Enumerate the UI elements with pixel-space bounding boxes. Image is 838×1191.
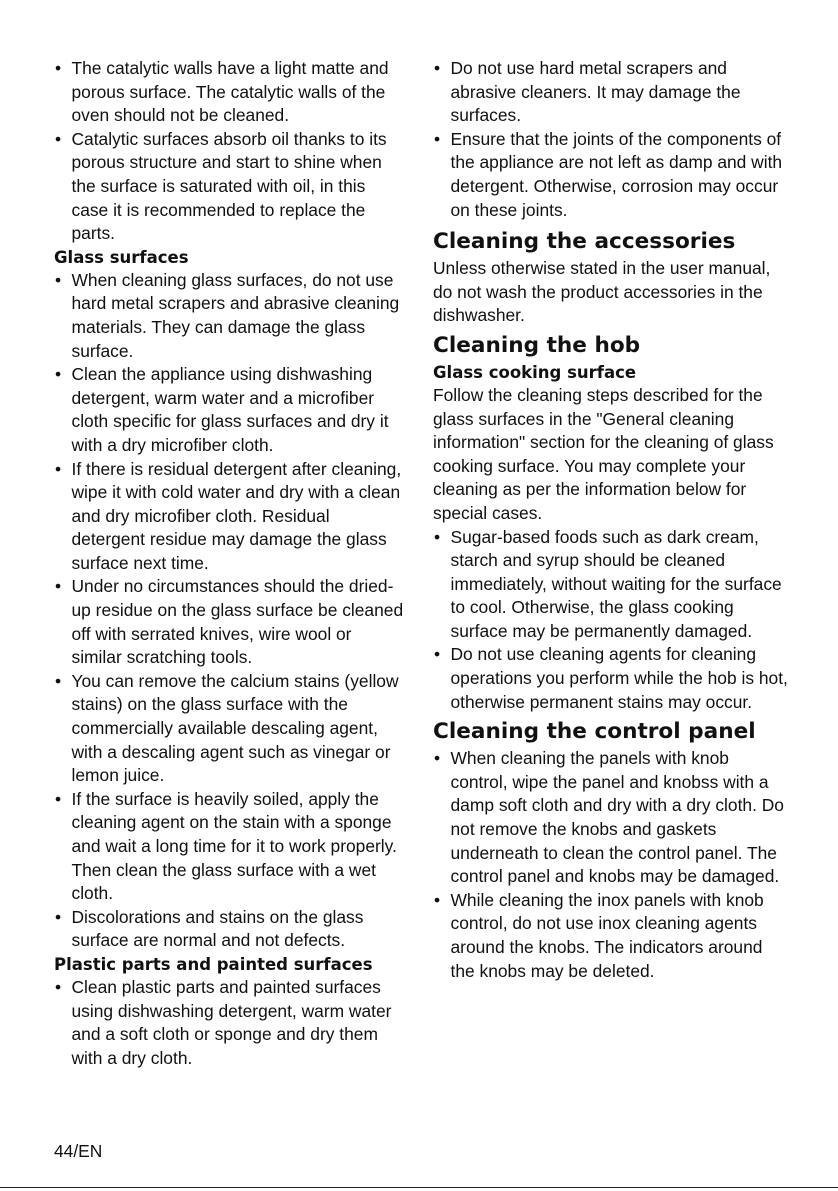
catalytic-list [54, 57, 406, 246]
hob-list [433, 526, 788, 715]
list-item: • Ensure that the joints of the components of the appliance are not left as damp and with detergent. Otherwise, corrosion may occur on these joints. [433, 128, 788, 222]
glass-surfaces-heading: Glass surfaces [54, 247, 189, 267]
list-item: • Under no circumstances should the dried-up residue on the glass surface be cleaned off with serrated knives, wire wool or similar scratching tools. [54, 575, 406, 669]
left-column [54, 57, 406, 1070]
glass-cooking-surface-heading: Glass cooking surface [433, 362, 637, 382]
list-item: • When cleaning the panels with knob control, wipe the panel and knobss with a damp soft cloth and dry with a dry cloth. Do not remove the knobs and gaskets underneath to clean the control panel. The control panel and knobs may be damaged. [433, 747, 788, 889]
right-column [433, 57, 788, 983]
list-item: • If the surface is heavily soiled, apply the cleaning agent on the stain with a sponge and wait a long time for it to work properly. Then clean the glass surface with a wet cloth. [54, 788, 406, 906]
plastic-parts-heading: Plastic parts and painted surfaces [54, 954, 373, 974]
list-item: • Discolorations and stains on the glass surface are normal and not defects. [54, 906, 406, 953]
list-item: • You can remove the calcium stains (yellow stains) on the glass surface with the commercially available descaling agent, with a descaling agent such as vinegar or lemon juice. [54, 670, 406, 788]
control-panel-list [433, 747, 788, 983]
list-item: • Clean the appliance using dishwashing detergent, warm water and a microfiber cloth specific for glass surfaces and dry it with a dry microfiber cloth. [54, 363, 406, 457]
list-item: • When cleaning glass surfaces, do not use hard metal scrapers and abrasive cleaning materials. They can damage the glass surface. [54, 269, 406, 363]
glass-cooking-paragraph: Follow the cleaning steps described for the glass surfaces in the "General cleaning information" section for the cleaning of glass cooking surface. You may complete your cleaning as per the information below for special cases. [433, 384, 774, 523]
page-number: 44/EN [54, 1141, 103, 1161]
accessories-heading: Cleaning the accessories [433, 229, 736, 255]
list-item: • The catalytic walls have a light matte and porous surface. The catalytic walls of the oven should not be cleaned. [54, 57, 406, 128]
control-panel-heading: Cleaning the control panel [433, 719, 756, 745]
glass-surfaces-list [54, 269, 406, 953]
hob-heading: Cleaning the hob [433, 332, 641, 358]
list-item: • Catalytic surfaces absorb oil thanks to its porous structure and start to shine when the surface is saturated with oil, in this case it is recommended to replace the parts. [54, 128, 406, 246]
list-item: • Do not use hard metal scrapers and abrasive cleaners. It may damage the surfaces. [433, 57, 788, 128]
general-cleaning-list [433, 57, 788, 222]
accessories-paragraph: Unless otherwise stated in the user manual, do not wash the product accessories in the dishwasher. [433, 258, 771, 326]
list-item: • Sugar-based foods such as dark cream, starch and syrup should be cleaned immediately, without waiting for the surface to cool. Otherwise, the glass cooking surface may be permanently damaged. [433, 526, 788, 644]
list-item: • While cleaning the inox panels with knob control, do not use inox cleaning agents around the knobs. The indicators around the knobs may be deleted. [433, 889, 788, 983]
list-item: • Do not use cleaning agents for cleaning operations you perform while the hob is hot, otherwise permanent stains may occur. [433, 643, 788, 714]
list-item: • Clean plastic parts and painted surfaces using dishwashing detergent, warm water and a soft cloth or sponge and dry them with a dry cloth. [54, 976, 406, 1070]
bottom-rule [0, 1187, 838, 1188]
list-item: • If there is residual detergent after cleaning, wipe it with cold water and dry with a clean and dry microfiber cloth. Residual detergent residue may damage the glass surface next time. [54, 458, 406, 576]
plastic-parts-list [54, 976, 406, 1070]
